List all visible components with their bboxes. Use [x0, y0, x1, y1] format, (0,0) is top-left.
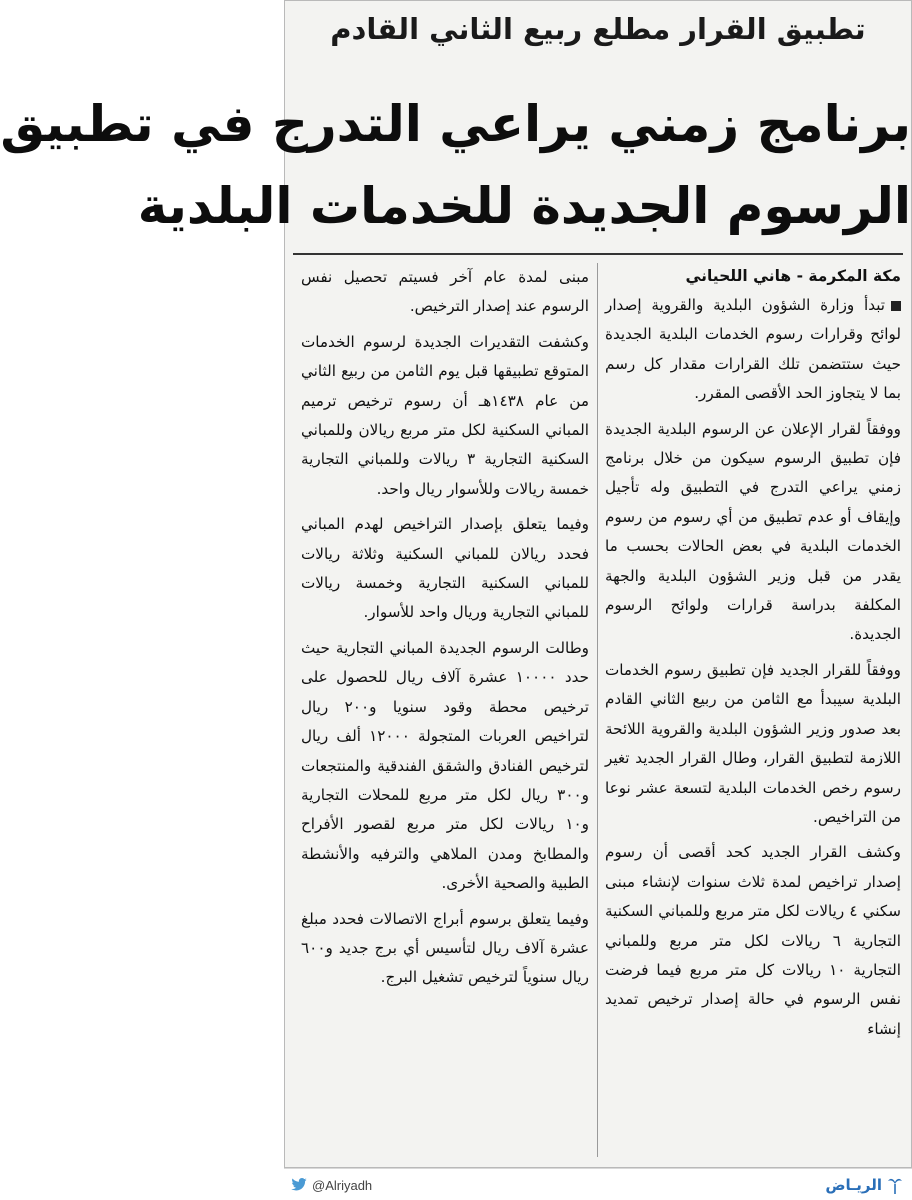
- palm-logo-icon: [888, 1176, 902, 1194]
- headline-line-2: الرسوم الجديدة للخدمات البلدية: [137, 177, 911, 235]
- headline-divider: [293, 253, 903, 255]
- article-headline: [0, 83, 911, 247]
- twitter-bird-icon: [290, 1178, 308, 1192]
- bullet-square-icon: [891, 301, 901, 311]
- column-divider: [597, 263, 598, 1157]
- footer-bar: [284, 1168, 912, 1200]
- byline: مكة المكرمة - هاني اللحياني: [685, 267, 901, 285]
- paragraph: وكشف القرار الجديد كحد أقصى أن رسوم إصدار تراخيص لمدة ثلاث سنوات لإنشاء مبنى سكني ٤ ريالات لكل متر مربع وللمباني السكنية التجارية ٦ ريالات لكل متر مربع وللمباني التجارية ١٠ ريالات كل متر مربع فيما فرضت نفس الرسوم في حالة إصدار ترخيص تمديد إنشاء: [605, 843, 902, 1038]
- twitter-link[interactable]: [290, 1175, 372, 1195]
- brand-name: الريـاض: [825, 1176, 882, 1194]
- article-column-right: [605, 263, 901, 1161]
- paragraph: ووفقاً لقرار الإعلان عن الرسوم البلدية الجديدة فإن تطبيق الرسوم سيكون من خلال برنامج زمني يراعي التدرج في التطبيق وله تأجيل وإيقاف أو عدم تطبيق من أي رسوم من رسوم الخدمات البلدية في بعض الحالات بحسب ما يقدر من قبل وزير الشؤون البلدية والجهة المكلفة بدراسة قرارات ولوائح الرسوم الجديدة.: [605, 419, 901, 644]
- twitter-handle: @Alriyadh: [312, 1177, 373, 1193]
- paragraph: مبنى لمدة عام آخر فسيتم تحصيل نفس الرسوم عند إصدار الترخيص.: [301, 268, 589, 316]
- paragraph: وكشفت التقديرات الجديدة لرسوم الخدمات المتوقع تطبيقها قبل يوم الثامن من ربيع الثاني من عام ١٤٣٨هـ أن رسوم ترخيص ترميم المباني السكنية لكل متر مربع ريالان وللمباني السكنية التجارية ٣ ريالات وللمباني التجارية خمسة ريالات وللأسوار ريال واحد.: [301, 332, 590, 498]
- paragraph: وطالت الرسوم الجديدة المباني التجارية حيث حدد ١٠٠٠٠ عشرة آلاف ريال للحصول على ترخيص محطة وقود سنويا و٢٠٠ ريال لتراخيص العربات المتجولة ١٢٠٠٠ ألف ريال لترخيص الفنادق والشقق الفندقية والمنتجعات و٣٠٠ ريال لكل متر مربع للمحلات التجارية و١٠ ريالات لكل متر مربع لقصور الأفراح والمطابخ ومدن الملاهي والترفيه والأنشطة الطبية والصحية الأخرى.: [301, 638, 589, 893]
- paragraph: تبدأ وزارة الشؤون البلدية والقروية إصدار لوائح وقرارات رسوم الخدمات البلدية الجديدة حيث ستتضمن تلك القرارات مقدار كل رسم بما لا يتجاوز الحد الأقصى المقرر.: [605, 296, 901, 403]
- article-kicker: تطبيق القرار مطلع ربيع الثاني القادم: [330, 12, 866, 46]
- newspaper-logo: [825, 1173, 902, 1197]
- article-column-left: [301, 263, 589, 1161]
- headline-line-1: برنامج زمني يراعي التدرج في تطبيق: [0, 95, 911, 153]
- paragraph: ووفقاً للقرار الجديد فإن تطبيق رسوم الخدمات البلدية سيبدأ مع الثامن من ربيع الثاني القادم بعد صدور وزير الشؤون البلدية والقروية اللائحة اللازمة لتطبيق القرار، وطال القرار الجديد تغير رسوم رخص الخدمات البلدية لتسعة عشر نوعا من التراخيص.: [605, 660, 901, 826]
- paragraph: وفيما يتعلق برسوم أبراج الاتصالات فحدد مبلغ عشرة آلاف ريال لتأسيس أي برج جديد و٦٠٠ ريال سنوياً لترخيص تشغيل البرج.: [301, 909, 589, 987]
- paragraph: وفيما يتعلق بإصدار التراخيص لهدم المباني فحدد ريالان للمباني السكنية وثلاثة ريالات للمباني السكنية التجارية وخمسة ريالات للمباني التجارية وريال واحد للأسوار.: [301, 515, 589, 622]
